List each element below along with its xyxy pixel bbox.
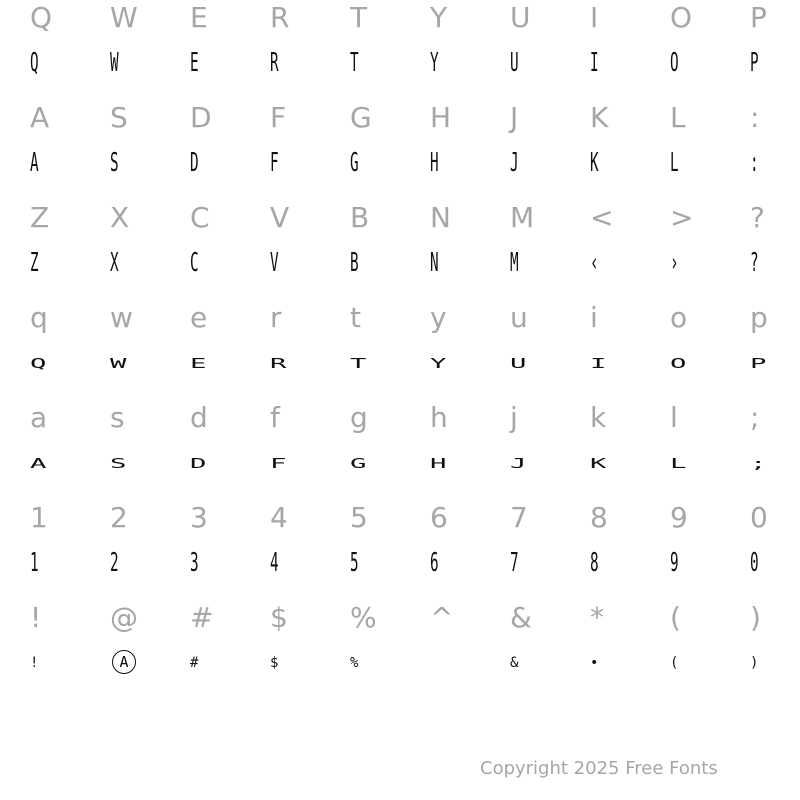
font-sample-glyph: )	[750, 655, 759, 671]
glyph-cell	[750, 200, 800, 300]
font-sample-glyph: $	[270, 655, 279, 671]
glyph-cell	[190, 300, 270, 400]
reference-character: F	[270, 101, 287, 134]
font-sample-glyph: Q	[30, 48, 39, 78]
glyph-cell	[270, 200, 350, 300]
glyph-cell	[110, 100, 190, 200]
font-sample-glyph: M	[510, 248, 519, 278]
reference-character: y	[430, 301, 447, 334]
reference-character: w	[110, 301, 133, 334]
glyph-cell	[270, 300, 350, 400]
glyph-cell	[590, 400, 670, 500]
glyph-cell	[190, 200, 270, 300]
font-sample-glyph: A	[30, 457, 47, 472]
font-sample-glyph: L	[670, 148, 679, 178]
reference-character: 0	[750, 501, 768, 534]
font-sample-glyph: Q	[30, 357, 47, 372]
reference-character: H	[430, 101, 452, 134]
reference-character: M	[510, 201, 535, 234]
font-sample-glyph: T	[350, 48, 359, 78]
font-sample-glyph: 3	[190, 548, 199, 578]
glyph-cell	[430, 200, 510, 300]
reference-character: l	[670, 401, 678, 434]
font-sample-glyph: ;	[750, 457, 767, 472]
font-sample-glyph: 7	[510, 548, 519, 578]
glyph-cell	[270, 0, 350, 100]
reference-character: r	[270, 301, 282, 334]
font-sample-glyph: H	[430, 148, 439, 178]
font-sample-glyph	[110, 648, 188, 678]
font-sample-glyph: W	[110, 48, 119, 78]
reference-character: <	[590, 201, 614, 234]
glyph-cell	[190, 500, 270, 600]
glyph-cell	[110, 600, 190, 700]
font-sample-glyph: G	[350, 457, 367, 472]
glyph-cell	[670, 100, 750, 200]
glyph-cell	[30, 300, 110, 400]
reference-character: j	[510, 401, 518, 434]
font-sample-glyph: N	[430, 248, 439, 278]
font-sample-glyph: 4	[270, 548, 279, 578]
reference-character: N	[430, 201, 451, 234]
font-sample-glyph: ‹	[590, 248, 599, 278]
reference-character: @	[110, 601, 138, 634]
font-sample-glyph: V	[270, 248, 279, 278]
reference-character: p	[750, 301, 768, 334]
glyph-cell	[510, 300, 590, 400]
font-sample-glyph: I	[590, 48, 599, 78]
font-sample-glyph: H	[430, 457, 447, 472]
font-sample-glyph: P	[750, 48, 759, 78]
font-sample-glyph: F	[270, 148, 279, 178]
glyph-cell	[750, 0, 800, 100]
glyph-cell	[750, 300, 800, 400]
glyph-cell	[30, 100, 110, 200]
glyph-cell	[670, 500, 750, 600]
glyph-cell	[590, 500, 670, 600]
font-sample-glyph: •	[590, 655, 599, 671]
font-sample-glyph: %	[350, 655, 359, 671]
font-sample-glyph: U	[510, 357, 527, 372]
reference-character: G	[350, 101, 372, 134]
glyph-cell	[190, 0, 270, 100]
font-sample-glyph: J	[510, 457, 527, 472]
font-sample-glyph: E	[190, 357, 207, 372]
reference-character: e	[190, 301, 208, 334]
glyph-cell	[30, 500, 110, 600]
reference-character: K	[590, 101, 609, 134]
glyph-cell	[110, 400, 190, 500]
glyph-cell	[190, 600, 270, 700]
font-sample-glyph: Y	[430, 357, 447, 372]
reference-character: a	[30, 401, 48, 434]
font-sample-glyph: K	[590, 457, 607, 472]
glyph-cell	[30, 600, 110, 700]
glyph-cell	[270, 600, 350, 700]
font-sample-glyph: :	[750, 148, 759, 178]
font-sample-glyph: &	[510, 655, 519, 671]
reference-character: (	[670, 601, 681, 634]
font-sample-glyph: ?	[750, 248, 759, 278]
reference-character: ;	[750, 401, 760, 434]
glyph-cell	[670, 300, 750, 400]
glyph-cell	[30, 400, 110, 500]
reference-character: W	[110, 1, 138, 34]
reference-character: 4	[270, 501, 288, 534]
reference-character: #	[190, 601, 214, 634]
font-sample-glyph: ›	[670, 248, 679, 278]
glyph-cell	[510, 500, 590, 600]
font-sample-glyph: Y	[430, 48, 439, 78]
font-sample-glyph: R	[270, 357, 287, 372]
font-sample-glyph: (	[670, 655, 679, 671]
glyph-cell	[190, 100, 270, 200]
reference-character: Q	[30, 1, 53, 34]
reference-character: o	[670, 301, 688, 334]
glyph-cell	[510, 600, 590, 700]
font-sample-glyph: G	[350, 148, 359, 178]
reference-character: A	[30, 101, 50, 134]
reference-character: >	[670, 201, 694, 234]
reference-character: d	[190, 401, 208, 434]
reference-character: 9	[670, 501, 688, 534]
font-sample-glyph: 5	[350, 548, 359, 578]
glyph-cell	[750, 100, 800, 200]
reference-character: !	[30, 601, 42, 634]
glyph-cell	[670, 0, 750, 100]
reference-character: $	[270, 601, 288, 634]
glyph-cell	[510, 100, 590, 200]
reference-character: B	[350, 201, 370, 234]
reference-character: :	[750, 101, 760, 134]
glyph-cell	[430, 100, 510, 200]
reference-character: &	[510, 601, 532, 634]
reference-character: q	[30, 301, 48, 334]
font-sample-glyph: J	[510, 148, 519, 178]
font-sample-glyph	[430, 648, 508, 678]
reference-character: V	[270, 201, 290, 234]
reference-character: 7	[510, 501, 528, 534]
copyright-footer: Copyright 2025 Free Fonts	[480, 758, 718, 779]
glyph-cell	[430, 0, 510, 100]
glyph-cell	[670, 200, 750, 300]
reference-character: R	[270, 1, 290, 34]
reference-character: ^	[430, 601, 454, 634]
font-sample-glyph: S	[110, 457, 127, 472]
reference-character: I	[590, 1, 599, 34]
reference-character: L	[670, 101, 686, 134]
glyph-cell	[110, 500, 190, 600]
font-sample-glyph: X	[110, 248, 119, 278]
font-sample-glyph: !	[30, 655, 39, 671]
font-sample-glyph: S	[110, 148, 119, 178]
glyph-cell	[510, 400, 590, 500]
glyph-cell	[110, 200, 190, 300]
glyph-cell	[430, 500, 510, 600]
reference-character: P	[750, 1, 767, 34]
font-sample-glyph: T	[350, 357, 367, 372]
font-sample-glyph: O	[670, 48, 679, 78]
glyph-cell	[350, 500, 430, 600]
reference-character: 3	[190, 501, 208, 534]
glyph-cell	[30, 200, 110, 300]
reference-character: s	[110, 401, 125, 434]
reference-character: T	[350, 1, 368, 34]
font-sample-glyph: P	[750, 357, 767, 372]
font-sample-glyph: D	[190, 457, 207, 472]
glyph-cell	[110, 300, 190, 400]
font-sample-glyph: B	[350, 248, 359, 278]
glyph-cell	[590, 100, 670, 200]
glyph-cell	[270, 400, 350, 500]
font-sample-glyph: W	[110, 357, 127, 372]
glyph-cell	[590, 600, 670, 700]
reference-character: 5	[350, 501, 368, 534]
glyph-cell	[350, 600, 430, 700]
reference-character: )	[750, 601, 761, 634]
glyph-cell	[430, 600, 510, 700]
glyph-cell	[350, 300, 430, 400]
font-sample-glyph: C	[190, 248, 199, 278]
glyph-cell	[430, 400, 510, 500]
glyph-cell	[190, 400, 270, 500]
font-sample-glyph: F	[270, 457, 287, 472]
font-sample-glyph: A	[30, 148, 39, 178]
glyph-cell	[350, 0, 430, 100]
reference-character: Y	[430, 1, 448, 34]
reference-character: O	[670, 1, 693, 34]
font-sample-glyph: #	[190, 655, 199, 671]
reference-character: 8	[590, 501, 608, 534]
glyph-cell	[350, 400, 430, 500]
font-sample-glyph: 8	[590, 548, 599, 578]
reference-character: ?	[750, 201, 765, 234]
reference-character: *	[590, 601, 604, 634]
glyph-cell	[670, 600, 750, 700]
font-sample-glyph: R	[270, 48, 279, 78]
reference-character: t	[350, 301, 361, 334]
reference-character: U	[510, 1, 531, 34]
font-sample-glyph: 6	[430, 548, 439, 578]
reference-character: u	[510, 301, 528, 334]
font-sample-glyph-inner: A	[112, 650, 136, 674]
reference-character: E	[190, 1, 208, 34]
font-sample-glyph: U	[510, 48, 519, 78]
reference-character: f	[270, 401, 280, 434]
glyph-cell	[350, 200, 430, 300]
glyph-cell	[590, 200, 670, 300]
font-sample-glyph: E	[190, 48, 199, 78]
font-sample-glyph: 9	[670, 548, 679, 578]
glyph-cell	[590, 300, 670, 400]
glyph-cell	[670, 400, 750, 500]
glyph-cell	[270, 500, 350, 600]
reference-character: 6	[430, 501, 448, 534]
glyph-cell	[350, 100, 430, 200]
font-sample-glyph: D	[190, 148, 199, 178]
reference-character: C	[190, 201, 210, 234]
reference-character: %	[350, 601, 377, 634]
reference-character: J	[510, 101, 519, 134]
reference-character: S	[110, 101, 128, 134]
glyph-cell	[750, 600, 800, 700]
font-sample-glyph: 2	[110, 548, 119, 578]
font-sample-glyph: K	[590, 148, 599, 178]
reference-character: h	[430, 401, 448, 434]
reference-character: i	[590, 301, 598, 334]
glyph-cell	[270, 100, 350, 200]
reference-character: k	[590, 401, 607, 434]
reference-character: 2	[110, 501, 128, 534]
glyph-cell	[750, 400, 800, 500]
glyph-cell	[750, 500, 800, 600]
glyph-cell	[510, 0, 590, 100]
reference-character: X	[110, 201, 130, 234]
font-sample-glyph: O	[670, 357, 687, 372]
glyph-cell	[110, 0, 190, 100]
reference-character: Z	[30, 201, 50, 234]
font-sample-glyph: Z	[30, 248, 39, 278]
font-sample-glyph: 0	[750, 548, 759, 578]
glyph-cell	[430, 300, 510, 400]
glyph-cell	[30, 0, 110, 100]
reference-character: 1	[30, 501, 48, 534]
glyph-cell	[590, 0, 670, 100]
reference-character: D	[190, 101, 212, 134]
glyph-cell	[510, 200, 590, 300]
reference-character: g	[350, 401, 368, 434]
font-sample-glyph: I	[590, 357, 607, 372]
font-sample-glyph: L	[670, 457, 687, 472]
font-sample-glyph: 1	[30, 548, 39, 578]
